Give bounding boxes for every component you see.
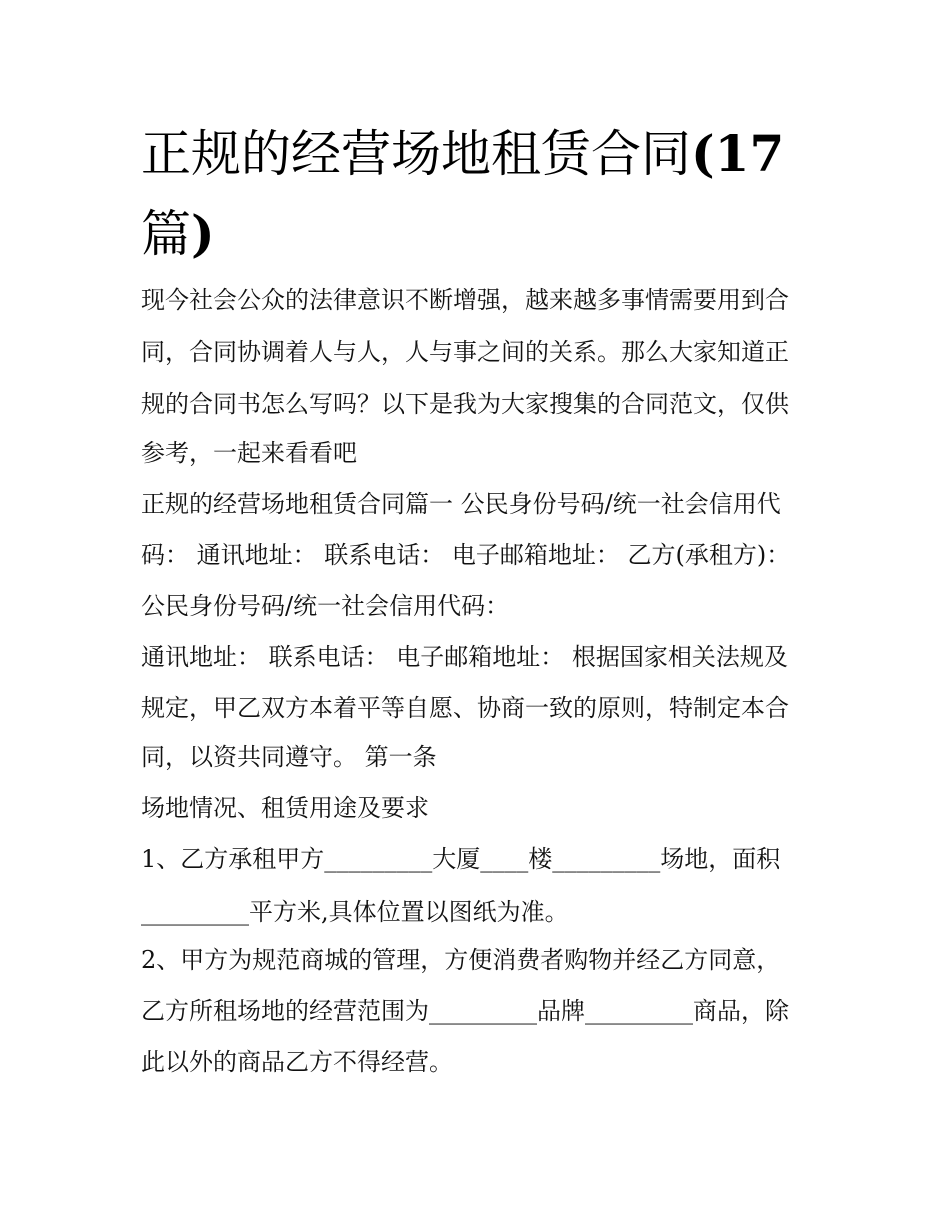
body-line-12: 1、乙方承租甲方_________大厦____楼_________场地，面积 bbox=[141, 845, 781, 873]
title-text-2: 篇) bbox=[141, 204, 215, 263]
body-line-13: _________平方米,具体位置以图纸为准。 bbox=[141, 898, 569, 926]
body-line-4: 参考，一起来看看吧 bbox=[141, 439, 357, 467]
body-line-9: 规定，甲乙双方本着平等自愿、协商一致的原则，特制定本合 bbox=[141, 694, 789, 722]
body-line-7: 公民身份号码/统一社会信用代码： bbox=[141, 592, 510, 620]
title-line-2 bbox=[141, 194, 801, 274]
body-line-11: 场地情况、租赁用途及要求 bbox=[141, 794, 429, 822]
body-line-8: 通讯地址： 联系电话： 电子邮箱地址： 根据国家相关法规及 bbox=[141, 643, 788, 671]
title-text-1: 正规的经营场地租赁合同(17 bbox=[141, 124, 785, 183]
document-title bbox=[141, 114, 801, 274]
body-line-6: 码： 通讯地址： 联系电话： 电子邮箱地址： 乙方(承租方)： bbox=[141, 541, 791, 569]
body-line-16: 此以外的商品乙方不得经营。 bbox=[141, 1048, 453, 1076]
body-line-10: 同，以资共同遵守。 第一条 bbox=[141, 743, 437, 771]
title-count-close: ) bbox=[191, 204, 215, 263]
title-count: (17 bbox=[691, 124, 785, 183]
body-line-15: 乙方所租场地的经营范围为_________品牌_________商品，除 bbox=[141, 997, 789, 1025]
body-line-14: 2、甲方为规范商城的管理，方便消费者购物并经乙方同意， bbox=[141, 946, 781, 974]
body-line-2: 同，合同协调着人与人，人与事之间的关系。那么大家知道正 bbox=[141, 338, 789, 366]
body-line-3: 规的合同书怎么写吗？以下是我为大家搜集的合同范文，仅供 bbox=[141, 390, 789, 418]
body-line-5: 正规的经营场地租赁合同篇一 公民身份号码/统一社会信用代 bbox=[141, 490, 781, 518]
title-line-1 bbox=[141, 114, 801, 194]
body-line-1: 现今社会公众的法律意识不断增强，越来越多事情需要用到合 bbox=[141, 286, 789, 314]
